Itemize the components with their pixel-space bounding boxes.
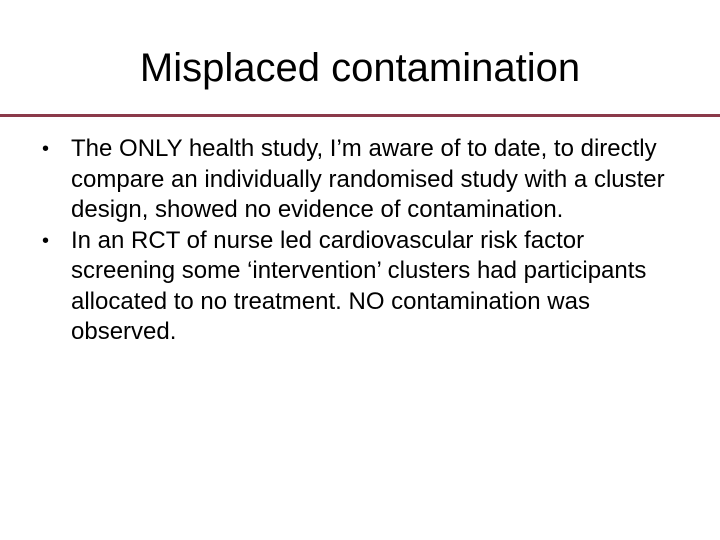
bullet-item	[40, 226, 690, 348]
bullet-item	[40, 134, 690, 226]
title-divider	[0, 114, 720, 117]
bullet-text: The ONLY health study, I’m aware of to date, to directly compare an individually randomised study with a cluster design, showed no evidence of contamination.	[71, 135, 665, 223]
slide-title: Misplaced contamination	[139, 46, 581, 90]
bullet-list	[40, 134, 690, 348]
bullet-text: In an RCT of nurse led cardiovascular risk factor screening some ‘intervention’ clusters had participants allocated to no treatment. NO contamination was observed.	[71, 226, 647, 345]
bullet-icon: •	[42, 138, 50, 160]
bullet-icon: •	[42, 229, 50, 252]
